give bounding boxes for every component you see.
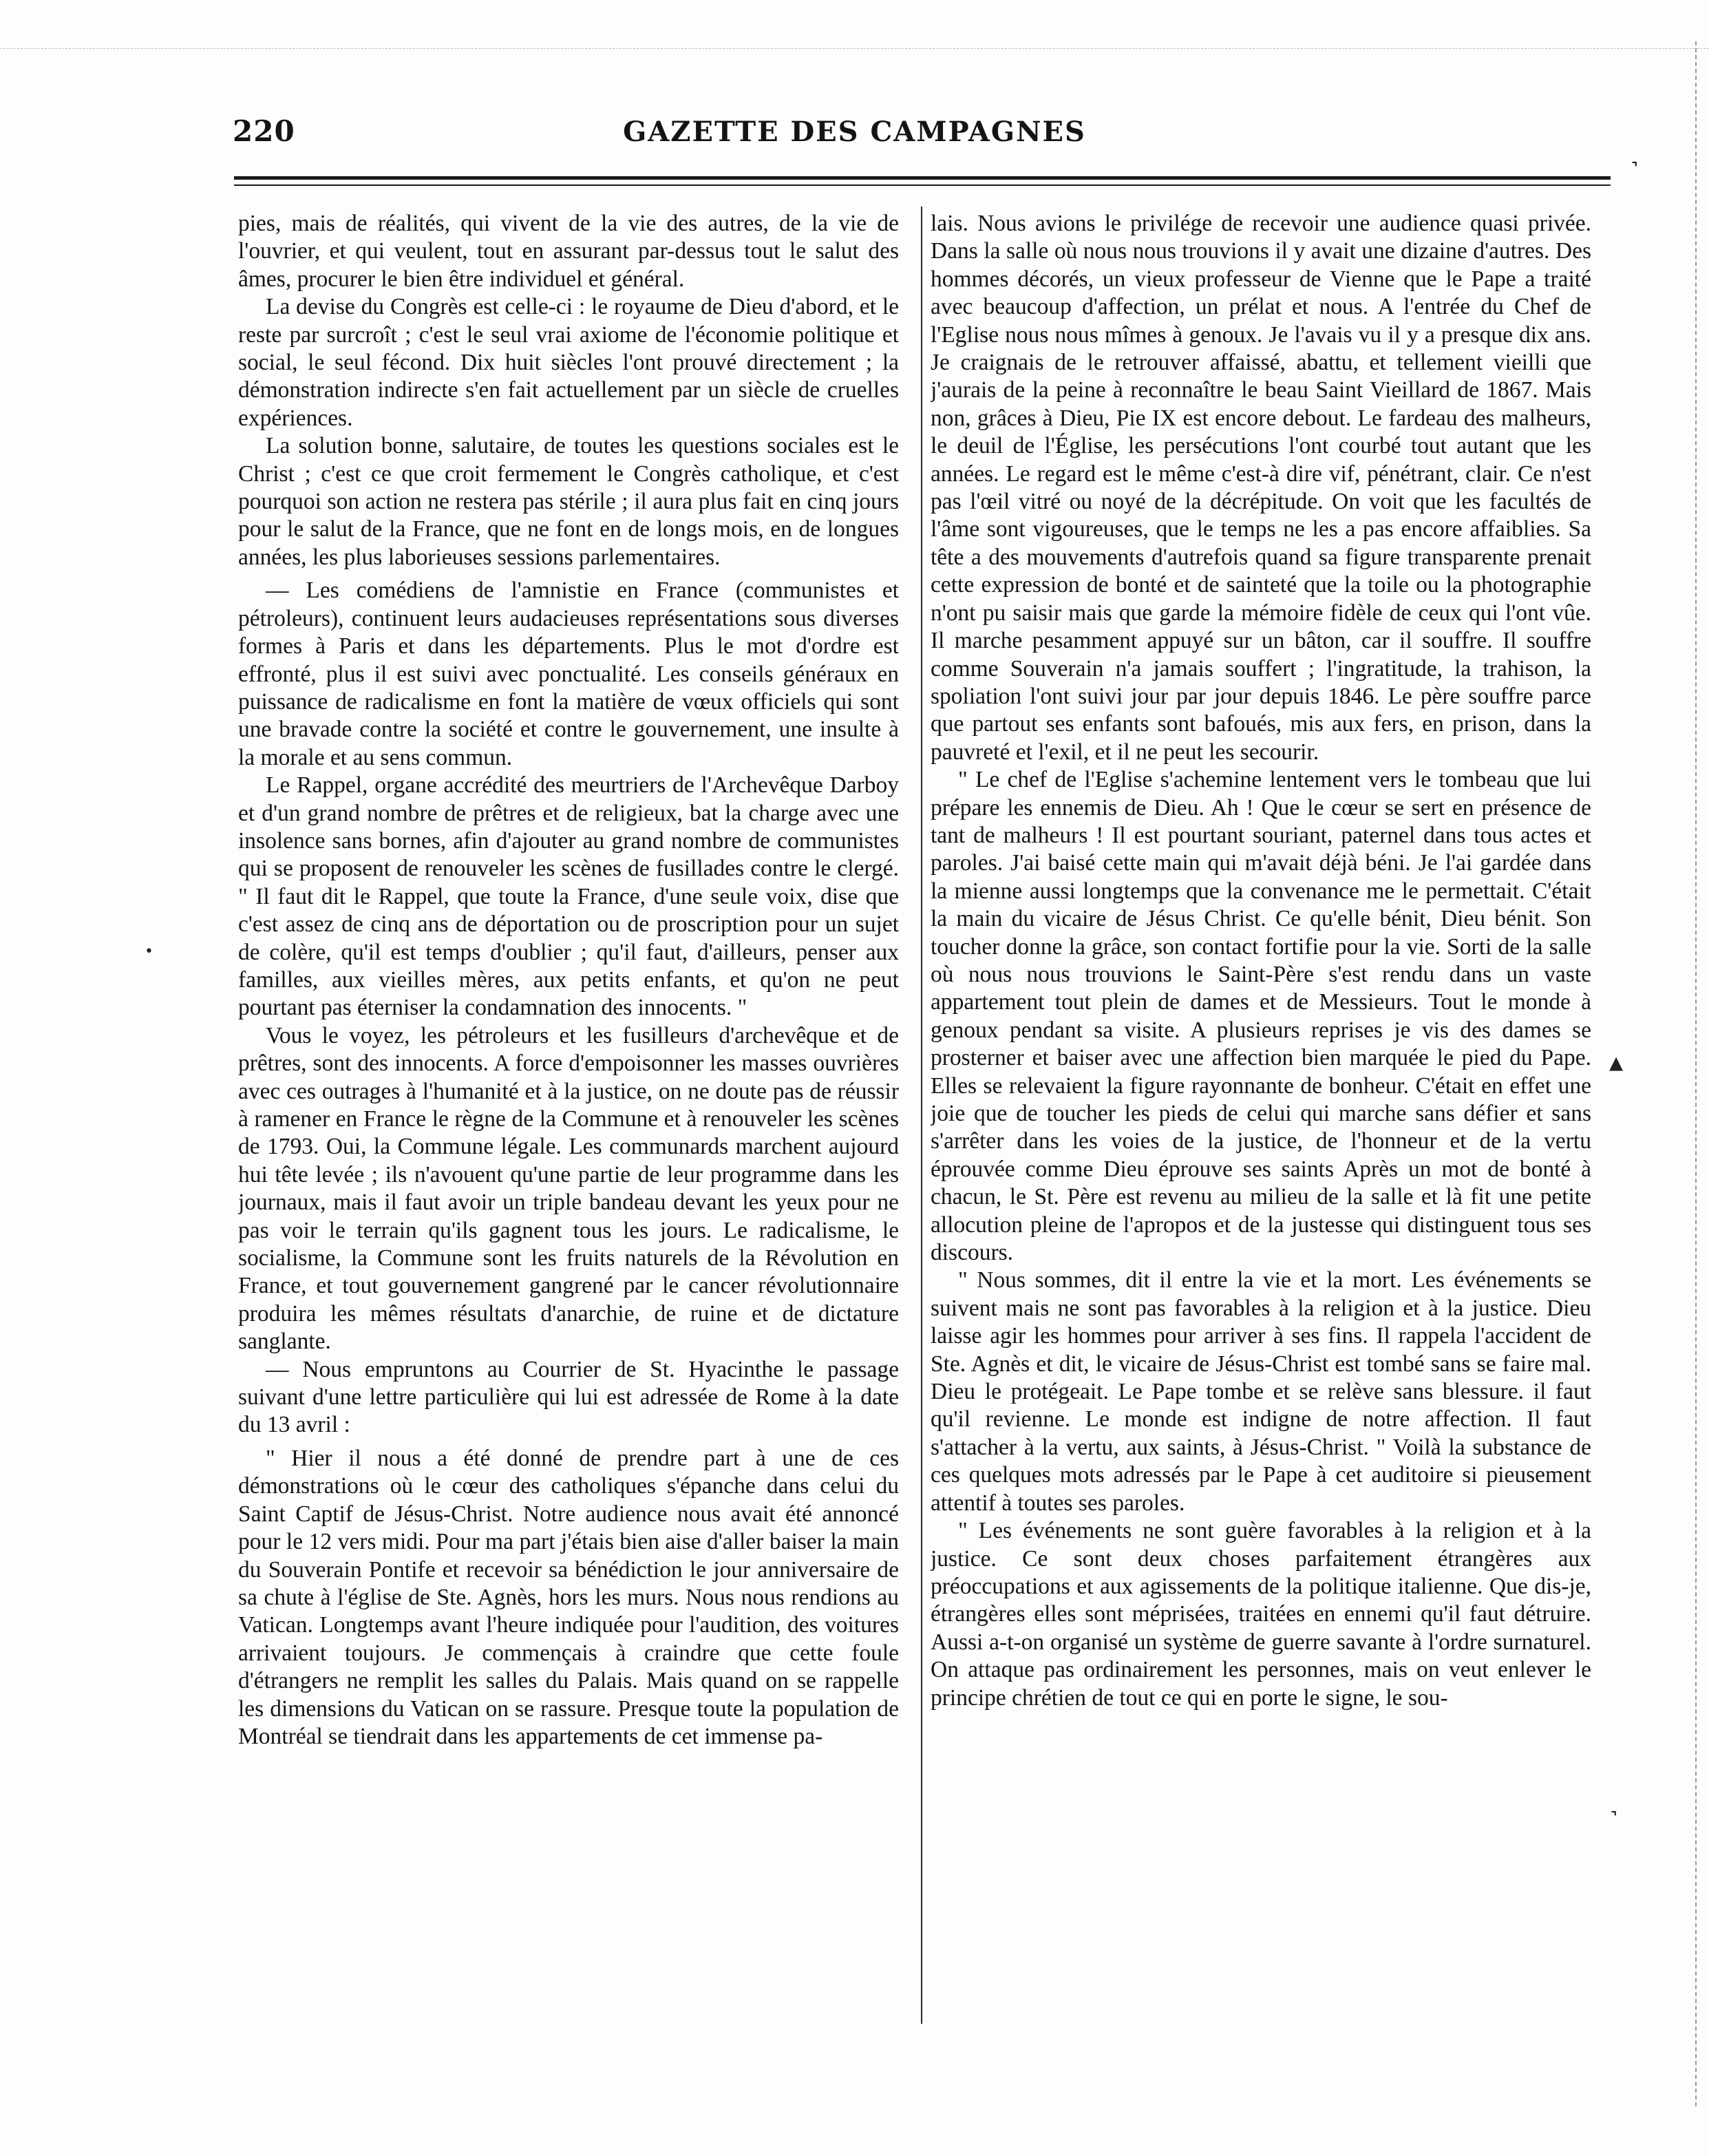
header-rule-thin <box>234 184 1611 186</box>
margin-dot: • <box>145 943 153 960</box>
margin-mark: ˺ <box>1609 1804 1619 1836</box>
left-column <box>238 210 899 2027</box>
right-column <box>931 210 1591 2027</box>
paragraph: — Les comédiens de l'amnistie en France (communistes et pétroleurs), continuent leurs audacieuses représentations sous diverses formes à Paris et dans les départements. Plus le mot d'ordre est effronté, plus il est suivi avec ponctualité. Les conseils généraux en puissance de radicalisme en font la matière de vœux officiels qui sont une bravade contre la société et contre le gouvernement, une insulte à la morale et au sens commun. <box>238 578 899 770</box>
paragraph: — Nous empruntons au Courrier de St. Hyacinthe le passage suivant d'une lettre particulière qui lui est adressée de Rome à la date du 13 avril : <box>238 1356 899 1438</box>
paragraph: lais. Nous avions le privilége de recevoir une audience quasi privée. Dans la salle où nous nous trouvions il y avait une dizaine d'autres. Des hommes décorés, un vieux professeur de Vienne que le Pape a traité avec beaucoup d'affection, un prélat et nous. A l'entrée du Chef de l'Eglise nous nous mîmes à genoux. Je l'avais vu il y a presque dix ans. Je craignais de le retrouver affaissé, abattu, et tellement vieilli que j'aurais de la peine à reconnaître le beau Saint Vieillard de 1867. Mais non, grâces à Dieu, Pie IX est encore debout. Le fardeau des malheurs, le deuil de l'Église, les persécutions l'ont courbé tout autant que les années. Le regard est le même c'est-à dire vif, pénétrant, clair. Ce n'est pas l'œil vitré ou noyé de la décrépitude. On voit que les facultés de l'âme sont vigoureuses, que le temps ne les a pas encore affaiblies. Sa tête a des mouvements d'autrefois quand sa figure transparente prenait cette expression de bonté et de sainteté que la toile ou la photographie n'ont pu saisir mais que garde la mémoire fidèle de ceux qui l'ont vûe. Il marche pesamment appuyé sur un bâton, car il souffre. Il souffre comme Souverain n'a jamais souffert ; l'ingratitude, la trahison, la spoliation l'ont suivi jour par jour depuis 1846. Le père souffre parce que partout ses enfants sont bafoués, mis aux fers, en prison, dans la pauvreté et l'exil, et il ne peut les secourir. <box>931 211 1591 765</box>
scan-right-edge <box>1695 41 1697 2106</box>
paragraph: " Les événements ne sont guère favorables à la religion et à la justice. Ce sont deux choses parfaitement étrangères aux préoccupations et aux agissements de la politique italienne. Que dis-je, étrangères elles sont méprisées, traitées en ennemi qu'il faut détruire. Aussi a-t-on organisé un système de guerre savante à l'ordre surnaturel. On attaque pas ordinairement les personnes, mais on veut enlever le principe chrétien de tout ce qui en porte le signe, le sou- <box>931 1518 1591 1711</box>
paragraph: " Hier il nous a été donné de prendre part à une de ces démonstrations où le cœur des catholiques s'épanche dans celui du Saint Captif de Jésus-Christ. Notre audience nous avait été annoncé pour le 12 vers midi. Pour ma part j'étais bien aise d'aller baiser la main du Souverain Pontife et recevoir sa bénédiction le jour anniversaire de sa chute à l'église de Ste. Agnès, hors les murs. Nous nous rendions au Vatican. Longtemps avant l'heure indiquée pour l'audition, des voitures arrivaient toujours. Je commençais à craindre que cette foule d'étrangers ne remplit les salles du Palais. Mais quand on se rappelle les dimensions du Vatican on se rassure. Presque toute la population de Montréal se tiendrait dans les appartements de cet immense pa- <box>238 1445 899 1749</box>
paragraph: La solution bonne, salutaire, de toutes les questions sociales est le Christ ; c'est ce que croit fermement le Congrès catholique, et c'est pourquoi son action ne restera pas stérile ; il aura plus fait en cinq jours pour le salut de la France, que ne font en de longs mois, en de longues années, les plus laborieuses sessions parlementaires. <box>238 433 899 570</box>
column-divider <box>921 207 922 2024</box>
page-header-title: GAZETTE DES CAMPAGNES <box>623 116 1086 148</box>
scan-edge-line <box>0 48 1709 49</box>
paragraph: La devise du Congrès est celle-ci : le royaume de Dieu d'abord, et le reste par surcroît ; c'est le seul vrai axiome de l'économie politique et social, le seul fécond. Dix huit siècles l'ont prouvé directement ; la démonstration indirecte s'en fait actuellement par un siècle de cruelles expériences. <box>238 294 899 431</box>
margin-mark: ▴ <box>1609 1046 1624 1078</box>
paragraph: " Le chef de l'Eglise s'achemine lentement vers le tombeau que lui prépare les ennemis de Dieu. Ah ! Que le cœur se sert en présence de tant de malheurs ! Il est pourtant souriant, paternel dans tous actes et paroles. J'ai baisé cette main qui m'avait déjà béni. Je l'ai gardée dans la mienne aussi longtemps que la convenance me le permettait. C'était la main du vicaire de Jésus Christ. Ce qu'elle bénit, Dieu bénit. Son toucher donne la grâce, son contact fortifie pour la vie. Sorti de la salle où nous nous trouvions le Saint-Père s'est rendu dans un vaste appartement tout plein de dames et de Messieurs. Tout le monde à genoux pendant sa visite. A plusieurs reprises je vis des dames se prosterner et baiser avec une affection bien marquée le pied du Pape. Elles se relevaient la figure rayonnante de bonheur. C'était en effet une joie que de toucher les pieds de celui qui marche sans défier et sans s'arrêter dans les voies de la justice, de l'honneur et de la vertu éprouvée comme Dieu éprouve ses saints Après un mot de bonté à chacun, le St. Père est revenu au milieu de la salle et là fit une petite allocution pleine de l'apropos et de la justesse qui distinguent tous ses discours. <box>931 767 1591 1266</box>
page-number: 220 <box>233 114 295 148</box>
paragraph: pies, mais de réalités, qui vivent de la vie des autres, de la vie de l'ouvrier, et qui veulent, tout en assurant par-dessus tout le salut des âmes, procurer le bien être individuel et général. <box>238 211 899 292</box>
paragraph: " Nous sommes, dit il entre la vie et la mort. Les événements se suivent mais ne sont pas favorables à la religion et à la justice. Dieu laisse agir les hommes pour arriver à ses fins. Il rappela l'accident de Ste. Agnès et dit, le vicaire de Jésus-Christ est tombé sans se faire mal. Dieu le protégeait. Le Pape tombe et se relève sans blessure. il faut qu'il revienne. Le monde est indigne de notre affection. Il faut s'attacher à la vertu, aux saints, à Jésus-Christ. " Voilà la substance de ces quelques mots adressés par le Pape à cet auditoire si pieusement attentif à toutes ses paroles. <box>931 1267 1591 1516</box>
paragraph: Vous le voyez, les pétroleurs et les fusilleurs d'archevêque et de prêtres, sont des innocents. A force d'empoisonner les masses ouvrières avec ces outrages à l'humanité et à la justice, on ne doute pas de réussir à ramener en France le règne de la Commune et à renouveler les scènes de 1793. Oui, la Commune légale. Les communards marchent aujourd hui tête levée ; ils n'avouent qu'une partie de leur programme dans les journaux, mais il faut avoir un triple bandeau devant les yeux pour ne pas voir le terrain qu'ils gagnent tous les jours. Le radicalisme, le socialisme, la Commune sont les fruits naturels de la Révolution en France, et tout gouvernement gangrené par le cancer révolutionnaire produira les mêmes résultats d'anarchie, de ruine et de dictature sanglante. <box>238 1022 899 1355</box>
header-rule <box>234 176 1611 180</box>
paragraph: Le Rappel, organe accrédité des meurtriers de l'Archevêque Darboy et d'un grand nombre de prêtres et de religieux, bat la charge avec une insolence sans bornes, afin d'ajouter au grand nombre de communistes qui se proposent de renouveler les scènes de fusillades contre le clergé. " Il faut dit le Rappel, que toute la France, d'une seule voix, dise que c'est assez de cinq ans de déportation ou de proscription pour un sujet de colère, qu'il est temps d'oublier ; qu'il faut, d'ailleurs, penser aux familles, aux vieilles mères, aux petits enfants, et qu'on ne peut pourtant pas éterniser la condamnation des innocents. " <box>238 772 899 1021</box>
margin-mark: ˺ <box>1630 155 1639 187</box>
